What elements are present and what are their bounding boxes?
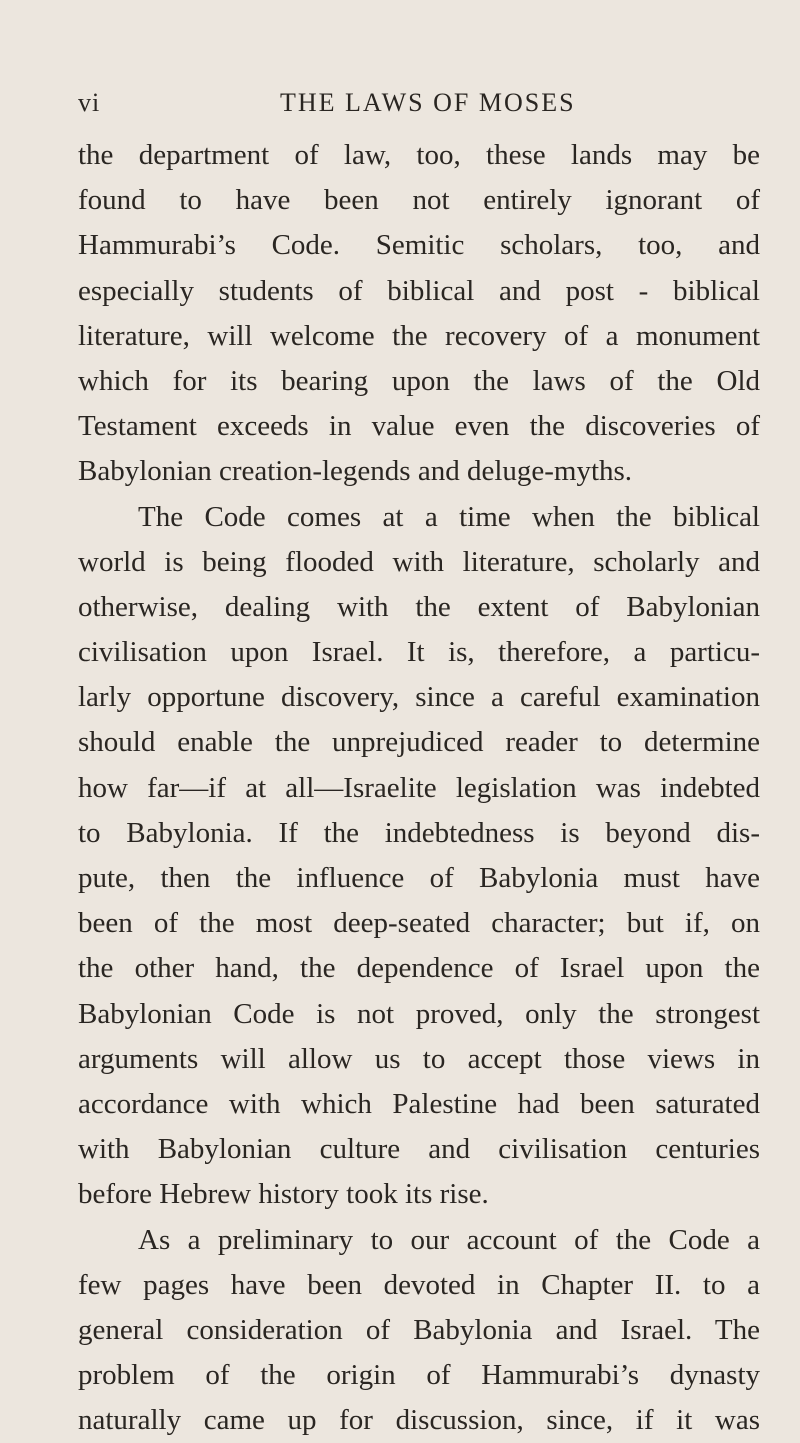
text-line: pute, then the influence of Babylonia must have xyxy=(78,862,760,894)
text-line: especially students of biblical and post - biblical xyxy=(78,274,760,307)
text-line: literature, will welcome the recovery of a monument xyxy=(78,319,760,352)
paragraph-start-line: As a preliminary to our account of the Code a xyxy=(138,1223,760,1256)
text-line: civilisation upon Israel. It is, therefore, a particu- xyxy=(78,636,760,669)
paragraph-end-line: before Hebrew history took its rise. xyxy=(78,1178,489,1211)
text-line: few pages have been devoted in Chapter II. to a xyxy=(78,1268,760,1301)
text-line: how far—if at all—Israelite legislation was indebted xyxy=(78,771,760,804)
text-line: the department of law, too, these lands may be xyxy=(78,139,760,171)
body-text xyxy=(78,133,760,1443)
text-line: Babylonian Code is not proved, only the strongest xyxy=(78,997,760,1030)
text-line: the other hand, the dependence of Israel upon the xyxy=(78,952,760,985)
text-line: to Babylonia. If the indebtedness is beyond dis- xyxy=(78,816,760,849)
text-line: arguments will allow us to accept those views in xyxy=(78,1042,760,1075)
text-line: Hammurabi’s Code. Semitic scholars, too, and xyxy=(78,229,760,262)
text-line: accordance with which Palestine had been saturated xyxy=(78,1087,760,1120)
page-number: vi xyxy=(78,88,101,117)
text-line: been of the most deep-seated character; but if, on xyxy=(78,907,760,940)
text-line: should enable the unprejudiced reader to determine xyxy=(78,726,760,759)
text-line: general consideration of Babylonia and Israel. The xyxy=(78,1313,760,1346)
text-line: otherwise, dealing with the extent of Babylonian xyxy=(78,590,760,623)
text-line: found to have been not entirely ignorant of xyxy=(78,184,760,217)
page-header xyxy=(78,88,758,128)
paragraph-start-line: The Code comes at a time when the biblical xyxy=(138,500,760,533)
text-line: Testament exceeds in value even the discoveries of xyxy=(78,410,760,443)
text-line: world is being flooded with literature, scholarly and xyxy=(78,545,760,578)
text-line: naturally came up for discussion, since, if it was xyxy=(78,1404,760,1437)
text-line: with Babylonian culture and civilisation centuries xyxy=(78,1133,760,1166)
text-line: which for its bearing upon the laws of the Old xyxy=(78,364,760,397)
paragraph-end-line: Babylonian creation-legends and deluge-myths. xyxy=(78,455,633,488)
text-line: problem of the origin of Hammurabi’s dynasty xyxy=(78,1359,760,1392)
running-head: THE LAWS OF MOSES xyxy=(280,88,576,117)
text-line: larly opportune discovery, since a careful examination xyxy=(78,681,760,714)
